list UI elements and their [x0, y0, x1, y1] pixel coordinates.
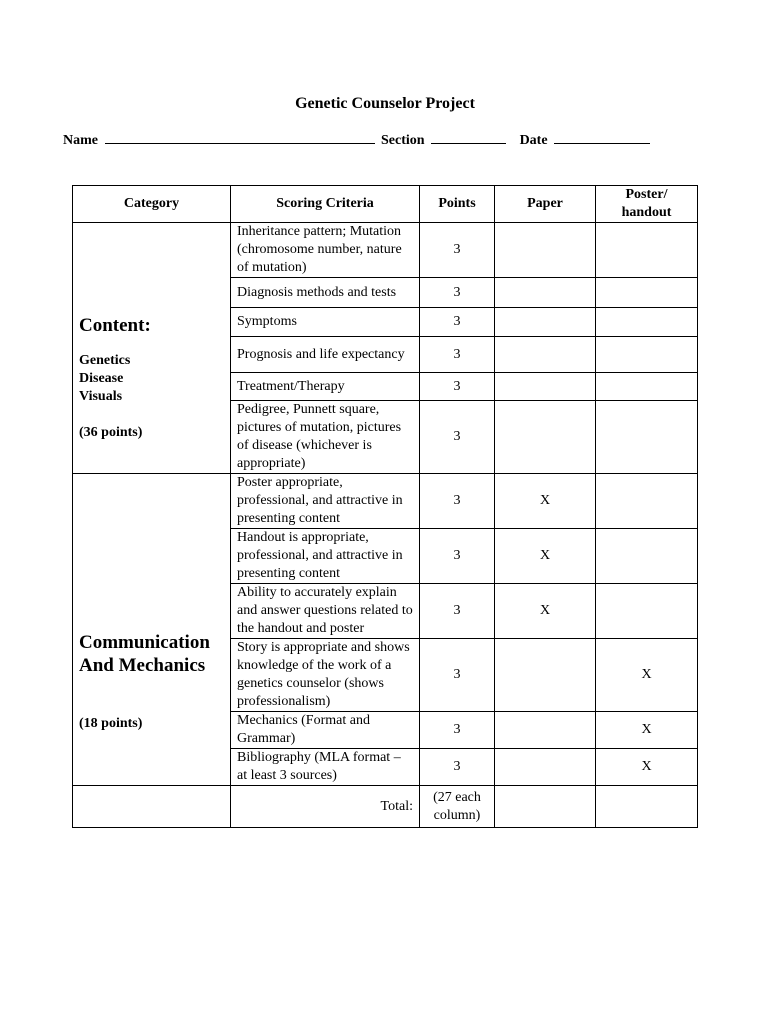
category-subtitle: Disease: [79, 371, 124, 386]
points-cell: 3: [420, 749, 495, 786]
header-criteria: Scoring Criteria: [231, 186, 420, 223]
paper-cell[interactable]: [495, 278, 596, 308]
poster-cell[interactable]: [596, 373, 698, 401]
total-points-note: (27 each column): [420, 786, 495, 828]
points-cell: 3: [420, 373, 495, 401]
paper-cell[interactable]: [495, 373, 596, 401]
header-category: Category: [73, 186, 231, 223]
name-label: Name: [63, 133, 98, 148]
points-cell: 3: [420, 712, 495, 749]
points-cell: 3: [420, 337, 495, 373]
points-cell: 3: [420, 639, 495, 712]
poster-cell[interactable]: [596, 529, 698, 584]
name-field[interactable]: [105, 131, 375, 144]
total-label: Total:: [231, 786, 420, 828]
category-subtitle: Visuals: [79, 389, 123, 404]
criterion-cell: Pedigree, Punnett square, pictures of mutation, pictures of disease (whichever is appropriate): [231, 401, 420, 474]
header-row: [73, 186, 698, 223]
paper-cell[interactable]: [495, 749, 596, 786]
header-paper: Paper: [495, 186, 596, 223]
paper-cell[interactable]: [495, 337, 596, 373]
poster-cell[interactable]: [596, 474, 698, 529]
poster-cell[interactable]: [596, 308, 698, 337]
points-cell: 3: [420, 474, 495, 529]
points-cell: 3: [420, 401, 495, 474]
criterion-cell: Treatment/Therapy: [231, 373, 420, 401]
category-title: Communication And Mechanics: [79, 631, 210, 676]
header-poster: Poster/ handout: [596, 186, 698, 223]
poster-cell[interactable]: X: [596, 712, 698, 749]
points-cell: 3: [420, 584, 495, 639]
criterion-cell: Prognosis and life expectancy: [231, 337, 420, 373]
date-field[interactable]: [554, 131, 650, 144]
poster-total-cell[interactable]: [596, 786, 698, 828]
paper-total-cell[interactable]: [495, 786, 596, 828]
criterion-cell: Inheritance pattern; Mutation (chromosome number, nature of mutation): [231, 223, 420, 278]
poster-cell[interactable]: [596, 401, 698, 474]
section-field[interactable]: [431, 131, 506, 144]
poster-cell[interactable]: X: [596, 749, 698, 786]
paper-cell[interactable]: [495, 308, 596, 337]
date-label: Date: [519, 133, 548, 148]
header-points: Points: [420, 186, 495, 223]
poster-cell[interactable]: [596, 223, 698, 278]
category-communication: [73, 474, 231, 786]
poster-cell[interactable]: [596, 584, 698, 639]
category-title: Content:: [79, 315, 151, 336]
paper-cell[interactable]: X: [495, 474, 596, 529]
poster-cell[interactable]: X: [596, 639, 698, 712]
criterion-cell: Mechanics (Format and Grammar): [231, 712, 420, 749]
student-info-line: [63, 131, 653, 149]
category-content: [73, 223, 231, 474]
paper-cell[interactable]: X: [495, 584, 596, 639]
criterion-cell: Diagnosis methods and tests: [231, 278, 420, 308]
criterion-cell: Poster appropriate, professional, and attractive in presenting content: [231, 474, 420, 529]
paper-cell[interactable]: [495, 639, 596, 712]
table-row: [73, 474, 698, 529]
criterion-cell: Bibliography (MLA format – at least 3 sources): [231, 749, 420, 786]
criterion-cell: Handout is appropriate, professional, and attractive in presenting content: [231, 529, 420, 584]
section-label: Section: [381, 133, 425, 148]
points-cell: 3: [420, 529, 495, 584]
points-cell: 3: [420, 223, 495, 278]
points-cell: 3: [420, 278, 495, 308]
table-row: [73, 223, 698, 278]
total-spacer: [73, 786, 231, 828]
paper-cell[interactable]: X: [495, 529, 596, 584]
paper-cell[interactable]: [495, 223, 596, 278]
paper-cell[interactable]: [495, 712, 596, 749]
paper-cell[interactable]: [495, 401, 596, 474]
poster-cell[interactable]: [596, 337, 698, 373]
points-cell: 3: [420, 308, 495, 337]
criterion-cell: Symptoms: [231, 308, 420, 337]
total-row: [73, 786, 698, 828]
criterion-cell: Ability to accurately explain and answer questions related to the handout and poster: [231, 584, 420, 639]
poster-cell[interactable]: [596, 278, 698, 308]
page-title: Genetic Counselor Project: [295, 95, 475, 112]
rubric-table: [72, 185, 698, 828]
category-points-note: (36 points): [79, 425, 143, 440]
category-points-note: (18 points): [79, 715, 143, 731]
criterion-cell: Story is appropriate and shows knowledge of the work of a genetics counselor (shows professionalism): [231, 639, 420, 712]
category-subtitle: Genetics: [79, 353, 131, 368]
